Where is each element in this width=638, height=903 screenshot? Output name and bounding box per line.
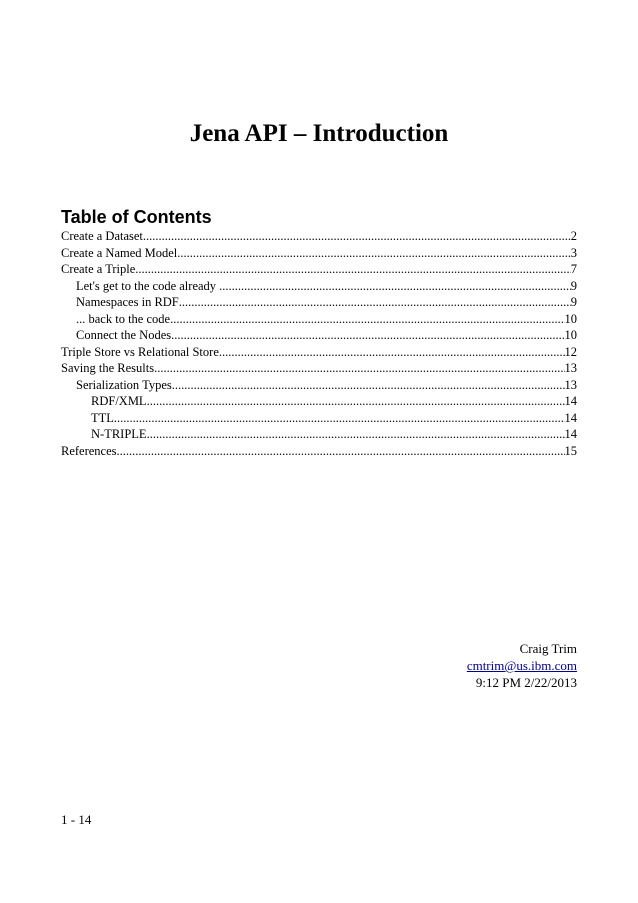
toc-entry-title: Connect the Nodes — [76, 328, 172, 342]
toc-entry-page: 3 — [570, 245, 577, 260]
toc-entry[interactable] — [61, 360, 577, 377]
toc-entry-page: 12 — [564, 344, 577, 359]
toc-leader-dots — [177, 245, 570, 262]
toc-leader-dots — [147, 393, 565, 410]
toc-entry-page: 14 — [564, 410, 577, 425]
toc-leader-dots — [179, 294, 571, 311]
toc-entry[interactable] — [61, 327, 577, 344]
toc-entry-page: 13 — [564, 377, 577, 392]
toc-entry[interactable] — [61, 377, 577, 394]
toc-entry-title: Saving the Results — [61, 361, 155, 375]
toc-leader-dots — [147, 426, 565, 443]
toc-entry-title: N-TRIPLE — [91, 427, 147, 441]
toc-entry[interactable] — [61, 294, 577, 311]
toc-leader-dots — [170, 311, 564, 328]
toc-entry-page: 15 — [564, 443, 577, 458]
toc-entry-page: 10 — [564, 328, 577, 342]
document-title: Jena API – Introduction — [189, 120, 449, 147]
toc-entry-title: Let's get to the code already ... — [76, 278, 229, 293]
toc-entry[interactable] — [61, 410, 577, 427]
toc-leader-dots — [219, 344, 565, 361]
toc-entry[interactable] — [61, 245, 577, 262]
toc-leader-dots — [171, 327, 564, 344]
toc-entry-page: 14 — [564, 427, 577, 441]
toc-entry-page: 14 — [564, 394, 577, 408]
table-of-contents — [61, 228, 577, 459]
toc-entry[interactable] — [61, 261, 577, 278]
timestamp: 9:12 PM 2/22/2013 — [475, 675, 577, 690]
toc-entry-title: Create a Named Model — [61, 245, 178, 260]
toc-entry-title: TTL — [91, 410, 114, 425]
toc-entry-page: 10 — [564, 311, 577, 326]
toc-entry[interactable] — [61, 228, 577, 245]
toc-leader-dots — [154, 360, 564, 377]
toc-entry-page: 13 — [564, 361, 577, 375]
toc-entry-page: 9 — [570, 278, 577, 293]
toc-leader-dots — [172, 377, 565, 394]
signature-block — [467, 640, 577, 691]
toc-entry-title: References — [61, 443, 117, 458]
toc-heading: Table of Contents — [61, 207, 212, 227]
toc-entry[interactable] — [61, 393, 577, 410]
toc-entry-page: 9 — [570, 295, 577, 309]
toc-entry[interactable] — [61, 443, 577, 460]
toc-entry-title: Create a Triple — [61, 262, 136, 276]
toc-entry[interactable] — [61, 344, 577, 361]
toc-entry[interactable] — [61, 426, 577, 443]
toc-leader-dots — [117, 443, 565, 460]
toc-entry-title: ... back to the code — [76, 311, 171, 326]
toc-entry-page: 7 — [570, 262, 577, 276]
toc-entry-title: Triple Store vs Relational Store — [61, 344, 219, 359]
page-number: 1 - 14 — [61, 812, 92, 827]
toc-leader-dots — [114, 410, 565, 427]
toc-entry-title: Namespaces in RDF — [76, 295, 179, 309]
toc-leader-dots — [229, 278, 571, 295]
toc-entry-title: Create a Dataset — [61, 229, 143, 243]
toc-entry[interactable] — [61, 311, 577, 328]
author-email-link[interactable]: cmtrim@us.ibm.com — [466, 658, 577, 673]
toc-leader-dots — [143, 228, 571, 245]
author-name: Craig Trim — [519, 641, 577, 656]
toc-entry-title: Serialization Types — [76, 377, 172, 392]
toc-leader-dots — [135, 261, 570, 278]
toc-entry-title: RDF/XML — [91, 394, 147, 408]
toc-entry-page: 2 — [570, 229, 577, 243]
toc-entry[interactable] — [61, 278, 577, 295]
